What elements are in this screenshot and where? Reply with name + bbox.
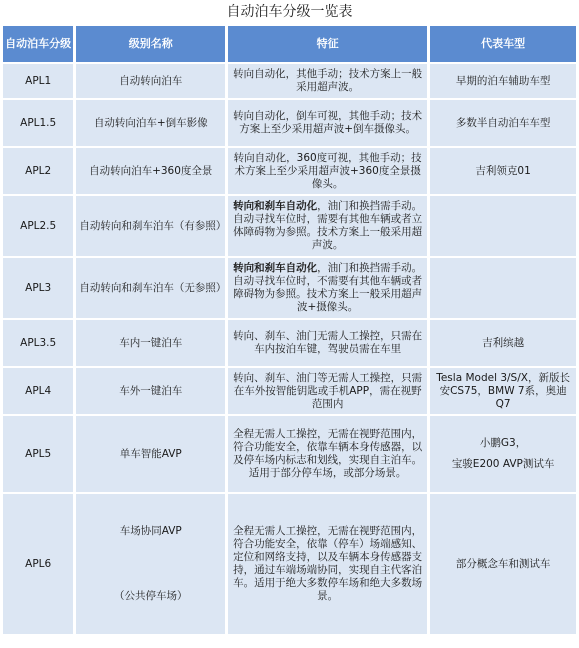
feature-cell <box>228 320 427 366</box>
feature-cell <box>228 100 427 146</box>
feature-text: 全程无需人工操控，无需在视野范围内，符合功能安全，依靠车辆本身传感器，以及停车场内标志和划线，实现自主泊车。适用于部分停车场，或部分场景。 <box>233 428 423 479</box>
model-cell <box>430 196 576 256</box>
table-row <box>3 258 576 318</box>
level-cell: APL1.5 <box>3 100 73 146</box>
page-title: 自动泊车分级一览表 <box>226 4 353 20</box>
table-row <box>3 148 576 194</box>
feature-text: ，油门和换挡需手动。自动寻找车位时，不需要有其他车辆或者障碍物为参照。技术方案上一般采用超声波+摄像头。 <box>233 262 423 313</box>
level-cell: APL2.5 <box>3 196 73 256</box>
feature-cell <box>228 148 427 194</box>
feature-text: 转向、刹车、油门等无需人工操控，只需在车外按智能钥匙或手机APP，需在视野范围内 <box>233 371 423 410</box>
name-cell: 车外一键泊车 <box>76 368 225 414</box>
name-cell: 自动转向泊车+360度全景 <box>76 148 225 194</box>
level-cell: APL4 <box>3 368 73 414</box>
feature-cell <box>228 64 427 98</box>
model-cell: 部分概念车和测试车 <box>430 494 576 634</box>
model-spacer <box>433 450 573 458</box>
model-cell <box>430 416 576 492</box>
header-model: 代表车型 <box>430 26 576 62</box>
feature-bold: 转向和刹车自动化 <box>233 200 318 212</box>
feature-cell <box>228 258 427 318</box>
feature-cell <box>228 494 427 634</box>
header-feature: 特征 <box>228 26 427 62</box>
model-cell: 吉利领克01 <box>430 148 576 194</box>
name-cell: 单车智能AVP <box>76 416 225 492</box>
name-cell: 车内一键泊车 <box>76 320 225 366</box>
model-cell: 早期的泊车辅助车型 <box>430 64 576 98</box>
header-name: 级别名称 <box>76 26 225 62</box>
feature-text: ，油门和换挡需手动。自动寻找车位时，需要有其他车辆或者立体障碍物为参照。技术方案上一般采用超声波。 <box>233 200 423 251</box>
name-line: 车场协同AVP <box>119 525 182 537</box>
header-level: 自动泊车分级 <box>3 26 73 62</box>
table-row <box>3 100 576 146</box>
table-row <box>3 416 576 492</box>
name-cell: 自动转向和刹车泊车（有参照） <box>76 196 225 256</box>
feature-text: 全程无需人工操控，无需在视野范围内，符合功能安全，依靠（停车）场端感知、定位和网络支持，以及车辆本身传感器支持，通过车端场端协同，实现自主代客泊车。适用于绝大多数停车场和绝大多数场景。 <box>233 525 423 602</box>
level-cell: APL6 <box>3 494 73 634</box>
name-cell: 自动转向泊车 <box>76 64 225 98</box>
level-cell: APL2 <box>3 148 73 194</box>
name-cell: 自动转向泊车+倒车影像 <box>76 100 225 146</box>
model-cell: 吉利缤越 <box>430 320 576 366</box>
model-cell: Tesla Model 3/S/X，新版长安CS75，BMW 7系，奥迪Q7 <box>430 368 576 414</box>
model-line-1: 小鹏G3， <box>479 437 527 449</box>
name-spacer <box>79 538 222 590</box>
feature-text: 转向自动化，其他手动；技术方案上一般采用超声波。 <box>233 68 423 93</box>
table-header-row <box>3 26 576 62</box>
name-sub: （公共停车场） <box>114 590 188 602</box>
level-cell: APL5 <box>3 416 73 492</box>
model-cell <box>430 258 576 318</box>
level-cell: APL3.5 <box>3 320 73 366</box>
level-cell: APL1 <box>3 64 73 98</box>
parking-level-table <box>0 24 579 636</box>
feature-bold: 转向和刹车自动化 <box>233 262 318 274</box>
table-row <box>3 196 576 256</box>
feature-cell <box>228 196 427 256</box>
feature-text: 转向自动化，倒车可视，其他手动；技术方案上至少采用超声波+倒车摄像头。 <box>233 110 423 135</box>
level-cell: APL3 <box>3 258 73 318</box>
model-line-2: 宝骏E200 AVP测试车 <box>451 458 555 470</box>
feature-cell <box>228 368 427 414</box>
name-cell: 自动转向和刹车泊车（无参照） <box>76 258 225 318</box>
table-row <box>3 320 576 366</box>
table-row <box>3 368 576 414</box>
feature-text: 转向、刹车、油门无需人工操控，只需在车内按泊车键，驾驶员需在车里 <box>233 330 423 355</box>
table-row <box>3 494 576 634</box>
name-cell <box>76 494 225 634</box>
model-cell: 多数半自动泊车车型 <box>430 100 576 146</box>
feature-text: 转向自动化，360度可视，其他手动；技术方案上至少采用超声波+360度全景摄像头。 <box>233 151 422 190</box>
feature-cell <box>228 416 427 492</box>
table-row <box>3 64 576 98</box>
